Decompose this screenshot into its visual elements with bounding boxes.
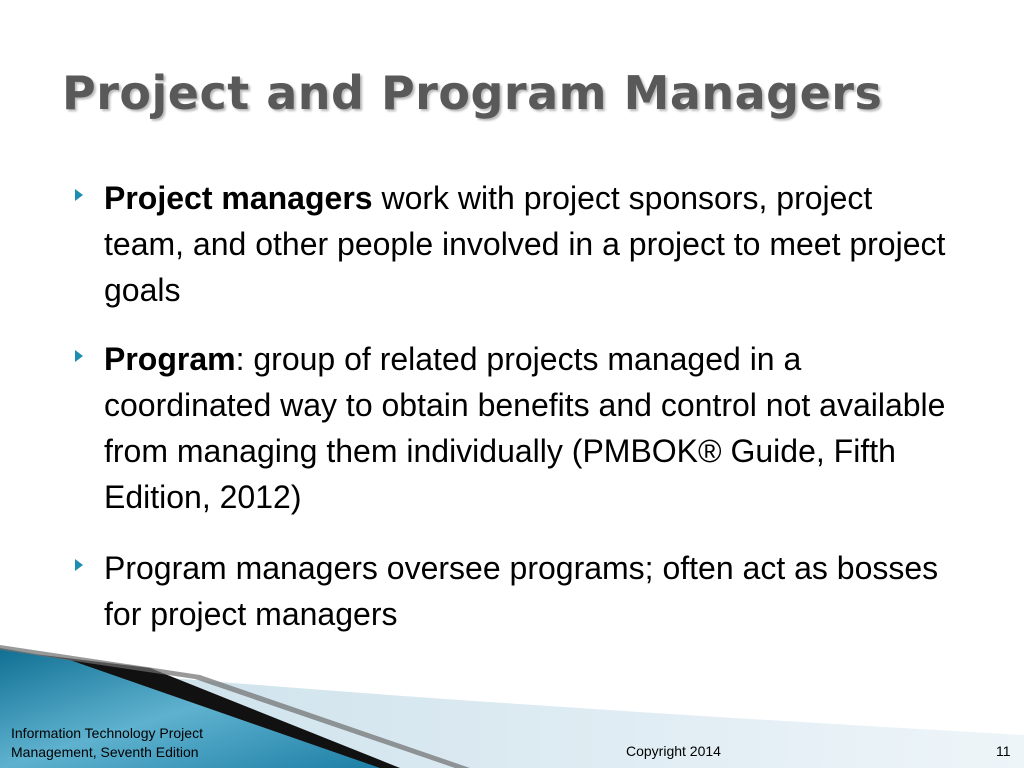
bullet-body-text: Program managers oversee programs; often act as bosses for project managers <box>104 550 939 632</box>
triangle-bullet-icon <box>75 189 83 201</box>
slide-title: Project and Program Managers <box>62 66 883 120</box>
bullet-item-project-managers <box>75 175 955 313</box>
bullet-body-text: work with project sponsors, project team, and other people involved in a project to meet project goals <box>104 180 946 308</box>
bullet-text <box>104 336 955 520</box>
triangle-bullet-icon <box>75 559 83 571</box>
footer-book-title <box>11 724 203 762</box>
bullet-body-text: : group of related projects managed in a coordinated way to obtain benefits and control not available from managing them individually (PMBOK® Guide, Fifth Edition, 2012) <box>104 341 946 515</box>
triangle-bullet-icon <box>75 350 83 362</box>
bullet-item-program-managers <box>75 545 955 637</box>
bullet-text <box>104 545 955 637</box>
footer-book-title-line2: Management, Seventh Edition <box>11 744 199 760</box>
footer-book-title-line1: Information Technology Project <box>11 725 203 741</box>
footer-copyright: Copyright 2014 <box>626 743 721 759</box>
bullet-bold-term: Project managers <box>104 180 373 216</box>
slide-page-number: 11 <box>996 743 1011 759</box>
bullet-bold-term: Program <box>104 341 236 377</box>
bullet-item-program <box>75 336 955 520</box>
bullet-text <box>104 175 955 313</box>
